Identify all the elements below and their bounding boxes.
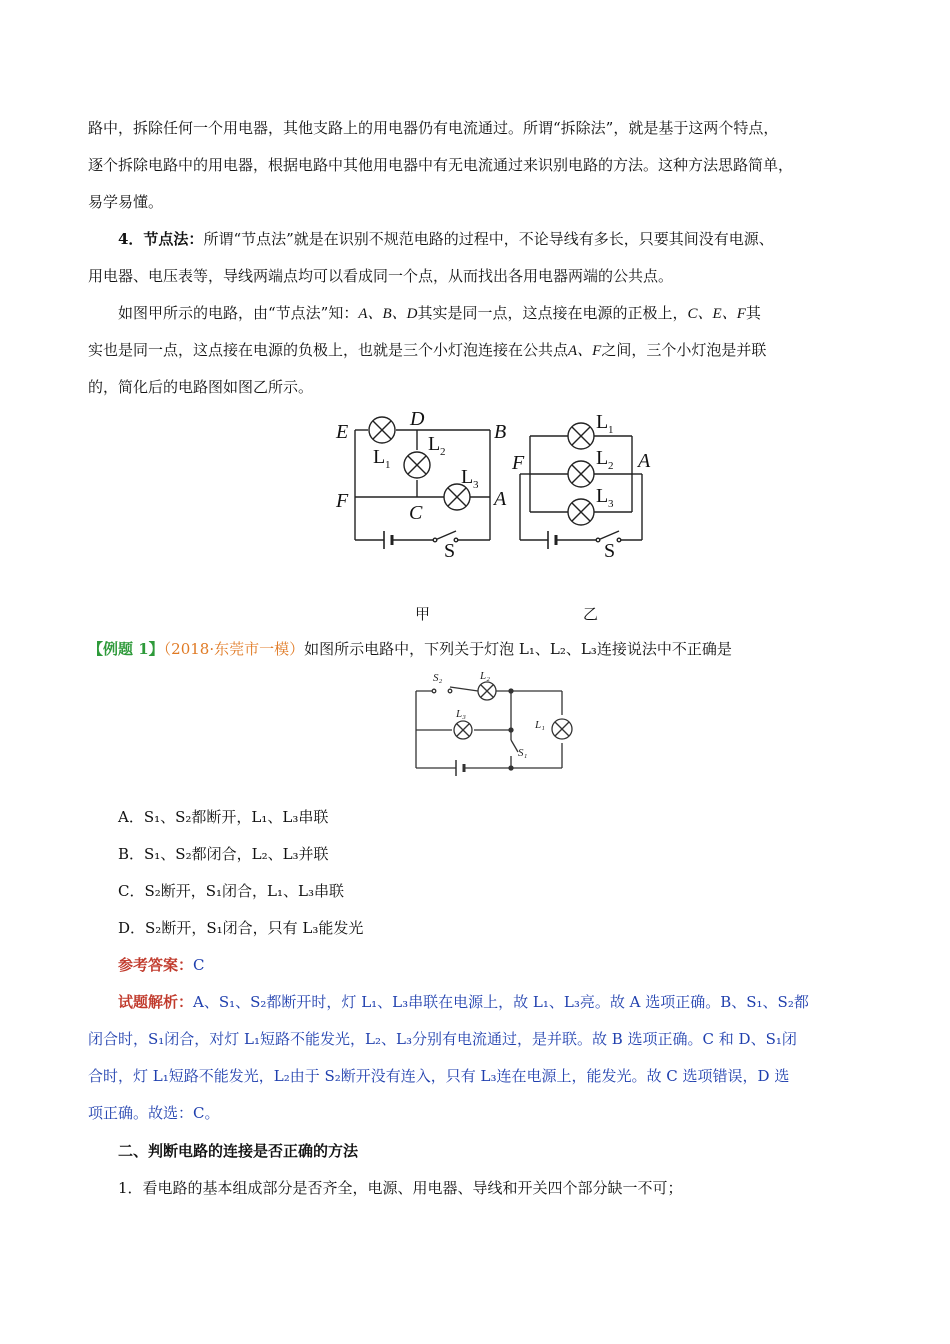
paragraph-line: 路中，拆除任何一个用电器，其他支路上的用电器仍有电流通过。所谓“拆除法”，就是基于这两个特点， — [88, 119, 779, 137]
lamp-label: L₁ — [535, 719, 545, 731]
svg-text:1: 1 — [608, 424, 614, 436]
paragraph-line: 如图甲所示的电路，由“节点法”知：A、B、D其实是同一点，这点接在电源的正极上，C、E、F其 — [118, 304, 761, 322]
node-label: E — [336, 421, 349, 443]
node-label: D — [410, 408, 425, 430]
lamp-label: L — [461, 466, 474, 488]
switch-label: S — [604, 540, 616, 562]
node-label: C — [409, 502, 423, 524]
switch-label: S₂ — [433, 672, 443, 684]
example-question: 【例题 1】（2018·东莞市一模）如图所示电路中，下列关于灯泡 L₁、L₂、L₃连接说法中不正确是 — [88, 640, 732, 658]
explanation-line: 项正确。故选：C。 — [88, 1104, 220, 1122]
example-tag: 【例题 1】 — [88, 640, 164, 658]
paragraph-line: 4．节点法：所谓“节点法”就是在识别不规范电路的过程中，不论导线有多长，只要其间没有电源、 — [118, 230, 774, 248]
option-b: B．S₁、S₂都闭合，L₂、L₃并联 — [118, 845, 329, 863]
lamp-label: L — [373, 446, 386, 468]
lamp-label: L — [428, 433, 441, 455]
heading-node-method: 4．节点法： — [118, 230, 204, 248]
option-c: C．S₂断开，S₁闭合，L₁、L₃串联 — [118, 882, 345, 900]
option-d: D．S₂断开，S₁闭合，只有 L₃能发光 — [118, 919, 364, 937]
option-a: A．S₁、S₂都断开，L₁、L₃串联 — [118, 808, 329, 826]
lamp-label: L₃ — [456, 708, 466, 720]
node-label: A — [494, 488, 507, 510]
svg-text:3: 3 — [473, 479, 479, 491]
explanation-label: 试题解析： — [118, 993, 194, 1011]
svg-text:3: 3 — [608, 498, 614, 510]
paragraph-line: 的，简化后的电路图如图乙所示。 — [88, 378, 314, 396]
paragraph-line: 逐个拆除电路中的用电器，根据电路中其他用电器中有无电流通过来识别电路的方法。这种方法思路简单， — [88, 156, 794, 174]
explanation-line: 合时，灯 L₁短路不能发光，L₂由于 S₂断开没有连入，只有 L₃连在电源上，能发光。故 C 选项错误，D 选 — [88, 1067, 790, 1085]
lamp-label: L₂ — [480, 670, 490, 682]
lamp-label: L — [596, 447, 609, 469]
paragraph-line: 易学易懂。 — [88, 193, 164, 211]
node-label: F — [512, 452, 525, 474]
answer-label: 参考答案： — [118, 956, 194, 974]
example-source: （2018·东莞市一模） — [163, 640, 305, 658]
explanation-line: 试题解析：A、S₁、S₂都断开时，灯 L₁、L₃串联在电源上，故 L₁、L₃亮。故 A 选项正确。B、S₁、S₂都 — [118, 993, 809, 1011]
paragraph-line: 用电器、电压表等，导线两端点均可以看成同一个点，从而找出各用电器两端的公共点。 — [88, 267, 674, 285]
node-label: B — [494, 421, 507, 443]
lamp-label: L — [596, 485, 609, 507]
paragraph-line: 实也是同一点，这点接在电源的负极上，也就是三个小灯泡连接在公共点A、F之间，三个小灯泡是并联 — [88, 341, 767, 359]
svg-text:2: 2 — [440, 446, 446, 458]
node-label: F — [336, 490, 349, 512]
explanation-line: 闭合时，S₁闭合，对灯 L₁短路不能发光，L₂、L₃分别有电流通过，是并联。故 B 选项正确。C 和 D、S₁闭 — [88, 1030, 797, 1048]
switch-label: S — [444, 540, 456, 562]
section-heading: 二、判断电路的连接是否正确的方法 — [118, 1142, 359, 1160]
answer-value: C — [193, 956, 205, 974]
answer-line — [118, 956, 898, 974]
list-item: 1．看电路的基本组成部分是否齐全，电源、用电器、导线和开关四个部分缺一不可； — [118, 1179, 683, 1197]
figure-caption-yi: 乙 — [583, 605, 599, 623]
lamp-label: L — [596, 411, 609, 433]
switch-label: S₁ — [518, 747, 528, 759]
svg-text:2: 2 — [608, 460, 614, 472]
figure-caption-jia: 甲 — [415, 605, 431, 623]
svg-text:1: 1 — [385, 459, 391, 471]
node-label: A — [638, 450, 651, 472]
